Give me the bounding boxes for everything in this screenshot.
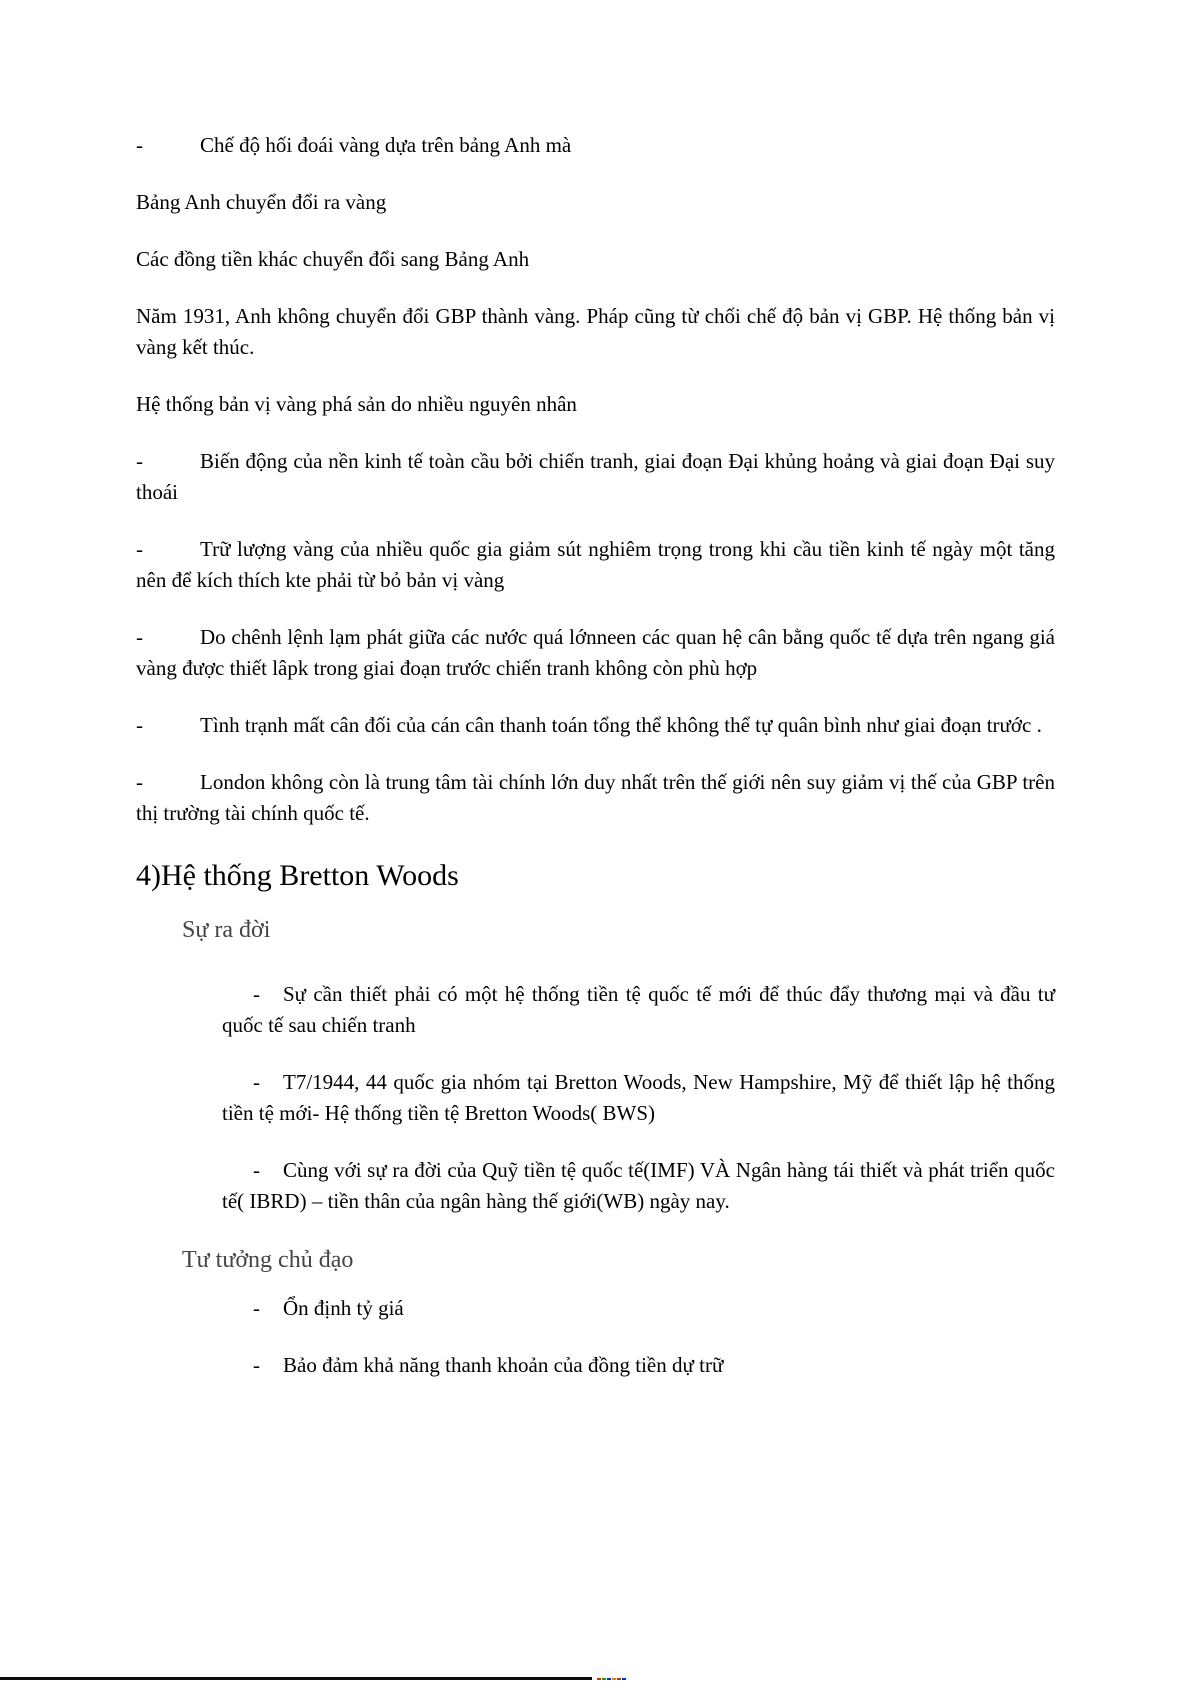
bullet-item: [136, 767, 1055, 829]
bullet-item: [136, 710, 1055, 741]
bullet-marker: -: [136, 770, 143, 794]
bullet-item: [222, 1155, 1055, 1217]
bottom-edge-line: [0, 1677, 592, 1680]
bullet-marker: -: [136, 537, 143, 561]
bullet-marker: -: [253, 1158, 260, 1182]
subheading-main-idea: Tư tưởng chủ đạo: [182, 1247, 354, 1273]
bullet-marker: -: [253, 1296, 260, 1320]
paragraph: Hệ thống bản vị vàng phá sản do nhiều nguyên nhân: [136, 392, 577, 416]
bullet-marker: -: [136, 133, 143, 157]
bullet-item: [136, 534, 1055, 596]
bullet-marker: -: [136, 449, 143, 473]
subheading-birth: Sự ra đời: [182, 917, 271, 943]
bullet-marker: -: [253, 982, 260, 1006]
bullet-marker: -: [136, 625, 143, 649]
bullet-marker: -: [136, 713, 143, 737]
paragraph-text: Tình trạnh mất cân đối của cán cân thanh toán tổng thể không thể tự quân bình như giai đoạn trước .: [200, 713, 1042, 737]
bullet-marker: -: [253, 1070, 260, 1094]
section-heading: 4)Hệ thống Bretton Woods: [136, 859, 459, 892]
paragraph: Năm 1931, Anh không chuyển đổi GBP thành vàng. Pháp cũng từ chối chế độ bản vị GBP. Hệ thống bản vị vàng kết thúc.: [136, 304, 1055, 359]
paragraph-text: Do chênh lệnh lạm phát giữa các nước quá lớnneen các quan hệ cân bằng quốc tế dựa trên ngang giá vàng được thiết lâpk trong giai đoạn trước chiến tranh không còn phù hợp: [136, 625, 1055, 680]
bullet-item: [136, 446, 1055, 508]
paragraph-text: T7/1944, 44 quốc gia nhóm tại Bretton Woods, New Hampshire, Mỹ để thiết lập hệ thống tiền tệ mới- Hệ thống tiền tệ Bretton Woods( BWS): [222, 1070, 1055, 1125]
bullet-item: [222, 979, 1055, 1041]
bottom-color-marks: [597, 1678, 627, 1681]
paragraph-text: Bảo đảm khả năng thanh khoản của đồng tiền dự trữ: [283, 1353, 724, 1377]
bullet-item: [222, 1293, 1055, 1324]
paragraph: Các đồng tiền khác chuyển đổi sang Bảng Anh: [136, 247, 530, 271]
paragraph-text: London không còn là trung tâm tài chính lớn duy nhất trên thế giới nên suy giảm vị thế của GBP trên thị trường tài chính quốc tế.: [136, 770, 1055, 825]
bullet-marker: -: [253, 1353, 260, 1377]
paragraph-text: Chế độ hối đoái vàng dựa trên bảng Anh mà: [200, 133, 572, 157]
bullet-item: [222, 1067, 1055, 1129]
paragraph: Bảng Anh chuyển đổi ra vàng: [136, 190, 387, 214]
paragraph-text: Ổn định tỷ giá: [283, 1296, 404, 1320]
paragraph-text: Trữ lượng vàng của nhiều quốc gia giảm sút nghiêm trọng trong khi cầu tiền kinh tế ngày một tăng nên để kích thích kte phải từ bỏ bản vị vàng: [136, 537, 1055, 592]
bullet-item: [136, 622, 1055, 684]
bullet-item: [222, 1350, 1055, 1381]
paragraph-text: Sự cần thiết phải có một hệ thống tiền tệ quốc tế mới để thúc đẩy thương mại và đầu tư quốc tế sau chiến tranh: [222, 982, 1055, 1037]
bullet-item: [136, 130, 1055, 161]
paragraph-text: Biến động của nền kinh tế toàn cầu bởi chiến tranh, giai đoạn Đại khủng hoảng và giai đoạn Đại suy thoái: [136, 449, 1055, 504]
paragraph-text: Cùng với sự ra đời của Quỹ tiền tệ quốc tế(IMF) VÀ Ngân hàng tái thiết và phát triển quốc tế( IBRD) – tiền thân của ngân hàng thế giới(WB) ngày nay.: [222, 1158, 1055, 1213]
